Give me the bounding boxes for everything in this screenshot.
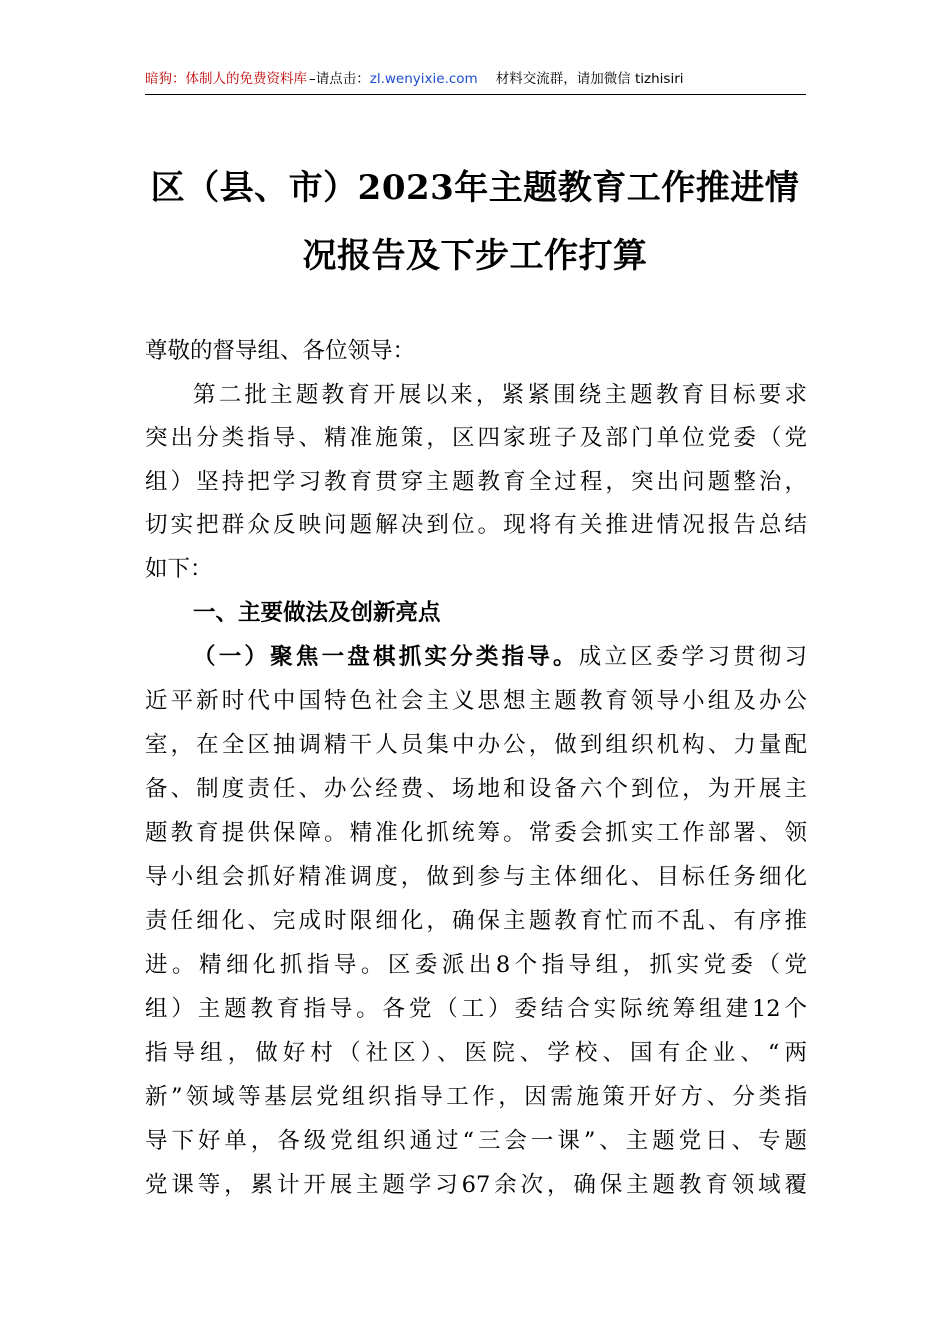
sub1-line-11: 新”领域等基层党组织指导工作，因需施策开好方、分类指	[145, 1084, 807, 1110]
page-header	[145, 68, 806, 95]
header-promo: 暗狗：体制人的免费资料库	[145, 71, 307, 87]
section-1-heading: 一、主要做法及创新亮点	[193, 600, 441, 626]
sub1-line-13: 党课等，累计开展主题学习67余次，确保主题教育领域覆	[145, 1172, 807, 1198]
sub1-line-6: 导小组会抓好精准调度，做到参与主体细化、目标任务细化	[145, 864, 807, 890]
sub1-line-8: 进。精细化抓指导。区委派出8个指导组，抓实党委（党	[145, 952, 807, 978]
document-title-line-2: 况报告及下步工作打算	[302, 236, 648, 276]
sub1-line-7: 责任细化、完成时限细化，确保主题教育忙而不乱、有序推	[145, 908, 807, 934]
sub1-line-3: 室，在全区抽调精干人员集中办公，做到组织机构、力量配	[145, 732, 807, 758]
salutation: 尊敬的督导组、各位领导：	[145, 338, 416, 364]
header-click-prompt: –请点击：	[309, 71, 370, 87]
intro-line-1: 第二批主题教育开展以来，紧紧围绕主题教育目标要求	[193, 382, 807, 408]
sub1-line-1-text: 成立区委学习贯彻习	[578, 644, 807, 670]
document-title-line-1: 区（县、市）2023年主题教育工作推进情	[150, 168, 800, 208]
intro-line-5: 如下：	[145, 556, 213, 582]
sub1-title: （一）聚焦一盘棋抓实分类指导。	[193, 644, 579, 670]
intro-line-3: 组）坚持把学习教育贯穿主题教育全过程，突出问题整治，	[145, 469, 807, 495]
sub1-line-4: 备、制度责任、办公经费、场地和设备六个到位，为开展主	[145, 776, 807, 802]
sub1-line-2: 近平新时代中国特色社会主义思想主题教育领导小组及办公	[145, 688, 807, 714]
intro-line-4: 切实把群众反映问题解决到位。现将有关推进情况报告总结	[145, 512, 807, 538]
sub1-line-9: 组）主题教育指导。各党（工）委结合实际统筹组建12个	[145, 996, 807, 1022]
intro-line-2: 突出分类指导、精准施策，区四家班子及部门单位党委（党	[145, 425, 807, 451]
header-url-link[interactable]: zl.wenyixie.com	[369, 71, 478, 87]
header-contact: 材料交流群，请加微信 tizhisiri	[495, 71, 684, 87]
sub1-line-5: 题教育提供保障。精准化抓统筹。常委会抓实工作部署、领	[145, 820, 807, 846]
sub1-line-10: 指导组，做好村（社区）、医院、学校、国有企业、“两	[145, 1040, 807, 1066]
sub1-line-1	[145, 637, 807, 677]
sub1-line-12: 导下好单，各级党组织通过“三会一课”、主题党日、专题	[145, 1128, 807, 1154]
